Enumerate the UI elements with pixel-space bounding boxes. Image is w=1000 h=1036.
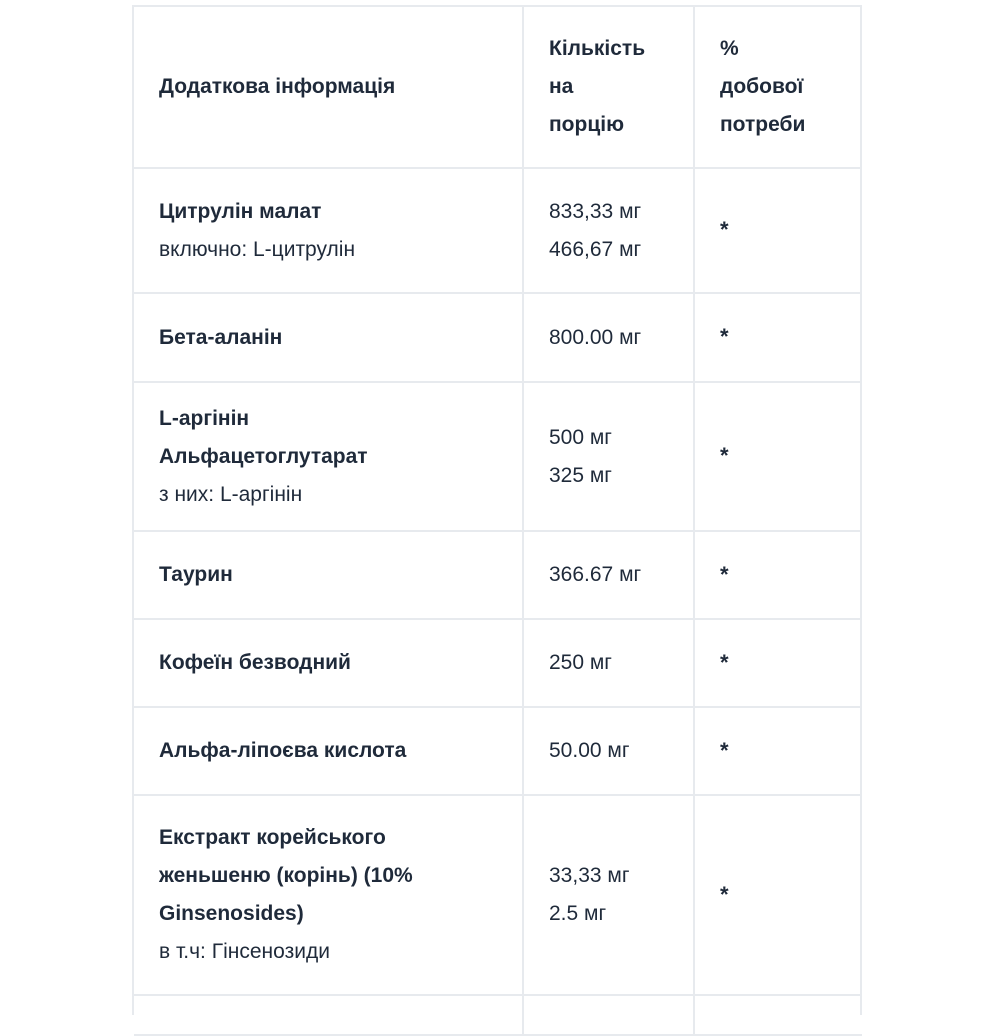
amount-value: 50.00 мг — [549, 739, 630, 762]
daily-value: * — [720, 217, 729, 242]
header-amount-line: порцію — [549, 113, 625, 136]
daily-value-cell — [694, 382, 862, 531]
ingredient-name: Альфацетоглутарат — [159, 444, 368, 468]
header-info-label: Додаткова інформація — [159, 75, 396, 98]
ingredient-subtext: включно: L-цитрулін — [159, 237, 356, 261]
table-row — [134, 293, 862, 382]
header-amount-line: Кількість — [549, 37, 646, 60]
ingredient-subtext: з них: L-аргінін — [159, 482, 303, 506]
supplement-facts-table — [134, 7, 862, 1036]
amount-cell — [523, 707, 694, 795]
ingredient-cell — [134, 707, 523, 795]
supplement-facts-table-frame — [132, 5, 862, 1015]
ingredient-cell — [134, 531, 523, 619]
ingredient-cell — [134, 995, 523, 1035]
amount-cell — [523, 795, 694, 995]
table-row — [134, 531, 862, 619]
table-row — [134, 795, 862, 995]
daily-value-cell — [694, 531, 862, 619]
amount-value: 33,33 мг — [549, 864, 630, 887]
table-row — [134, 382, 862, 531]
amount-cell — [523, 995, 694, 1035]
header-amount — [523, 7, 694, 168]
amount-cell — [523, 531, 694, 619]
daily-value-cell — [694, 168, 862, 293]
header-daily-value — [694, 7, 862, 168]
daily-value-cell — [694, 619, 862, 707]
daily-value: * — [720, 561, 729, 587]
table-row-partial — [134, 995, 862, 1035]
ingredient-cell — [134, 293, 523, 382]
amount-cell — [523, 382, 694, 531]
amount-value: 466,67 мг — [549, 237, 642, 261]
daily-value: * — [720, 443, 729, 468]
ingredient-cell — [134, 795, 523, 995]
table-header-row — [134, 7, 862, 168]
table-row — [134, 619, 862, 707]
ingredient-name: Бета-аланін — [159, 325, 283, 349]
daily-value-cell — [694, 293, 862, 382]
header-daily-line: добової — [720, 75, 804, 98]
ingredient-name: Цитрулін малат — [159, 199, 322, 223]
amount-value: 325 мг — [549, 463, 612, 487]
table-row — [134, 168, 862, 293]
table-row — [134, 707, 862, 795]
amount-value: 500 мг — [549, 425, 612, 449]
ingredient-name: Екстракт корейського — [159, 826, 386, 849]
ingredient-cell — [134, 168, 523, 293]
ingredient-name: Таурин — [159, 563, 233, 586]
header-daily-line: потреби — [720, 113, 806, 136]
ingredient-subtext: в т.ч: Гінсенозиди — [159, 940, 330, 963]
ingredient-name: L-аргінін — [159, 406, 250, 430]
amount-value: 2.5 мг — [549, 902, 607, 925]
daily-value: * — [720, 737, 729, 763]
header-info — [134, 7, 523, 168]
header-daily-line: % — [720, 37, 739, 60]
ingredient-cell — [134, 619, 523, 707]
ingredient-name: женьшеню (корінь) (10% — [159, 864, 413, 887]
amount-cell — [523, 168, 694, 293]
ingredient-name: Альфа-ліпоєва кислота — [159, 739, 407, 762]
ingredient-cell — [134, 382, 523, 531]
amount-value: 250 мг — [549, 651, 612, 674]
daily-value: * — [720, 881, 729, 907]
amount-cell — [523, 293, 694, 382]
header-amount-line: на — [549, 75, 574, 98]
daily-value: * — [720, 649, 729, 675]
daily-value: * — [720, 324, 729, 349]
amount-value: 833,33 мг — [549, 199, 642, 223]
daily-value-cell — [694, 707, 862, 795]
daily-value-cell — [694, 995, 862, 1035]
amount-cell — [523, 619, 694, 707]
daily-value-cell — [694, 795, 862, 995]
ingredient-name: Ginsenosides) — [159, 902, 304, 925]
amount-value: 366.67 мг — [549, 563, 642, 586]
amount-value: 800.00 мг — [549, 325, 642, 349]
ingredient-name: Кофеїн безводний — [159, 651, 351, 674]
